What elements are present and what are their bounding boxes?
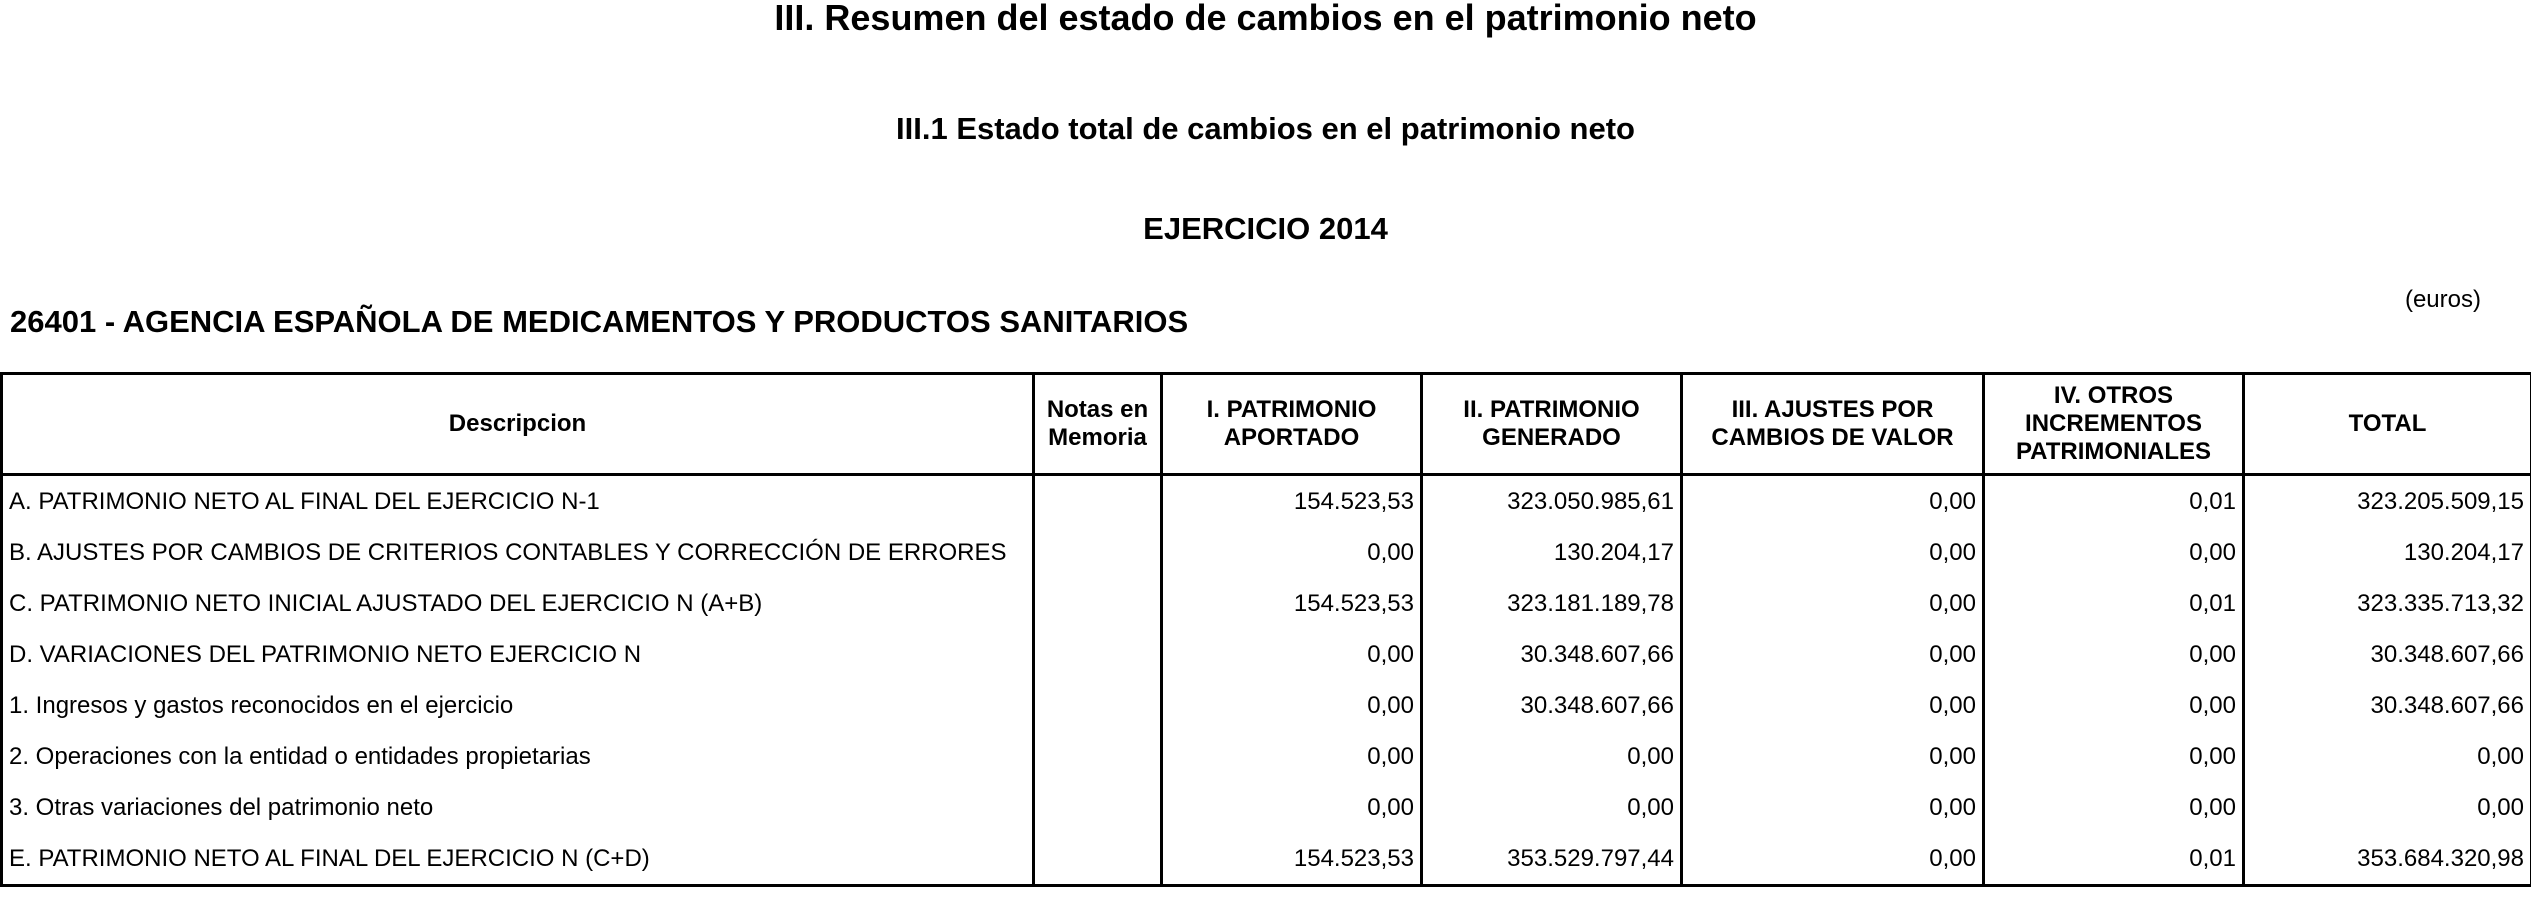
table-row bbox=[2, 578, 2531, 629]
cell-descripcion: 3. Otras variaciones del patrimonio neto bbox=[2, 782, 1034, 833]
cell-patrimonio-generado: 30.348.607,66 bbox=[1422, 629, 1682, 680]
cell-otros-incrementos: 0,01 bbox=[1984, 578, 2244, 629]
table-row bbox=[2, 475, 2531, 528]
cell-patrimonio-aportado: 0,00 bbox=[1162, 731, 1422, 782]
table-row bbox=[2, 731, 2531, 782]
cell-ajustes-valor: 0,00 bbox=[1682, 680, 1984, 731]
cell-total: 0,00 bbox=[2244, 782, 2531, 833]
cell-patrimonio-aportado: 154.523,53 bbox=[1162, 578, 1422, 629]
cell-otros-incrementos: 0,01 bbox=[1984, 475, 2244, 528]
units-label: (euros) bbox=[2404, 286, 2481, 313]
cell-ajustes-valor: 0,00 bbox=[1682, 527, 1984, 578]
cell-notas bbox=[1034, 731, 1162, 782]
column-header-total: TOTAL bbox=[2244, 374, 2531, 475]
cell-total: 30.348.607,66 bbox=[2244, 680, 2531, 731]
cell-descripcion: 1. Ingresos y gastos reconocidos en el ejercicio bbox=[2, 680, 1034, 731]
cell-patrimonio-generado: 0,00 bbox=[1422, 731, 1682, 782]
table-row bbox=[2, 833, 2531, 886]
cell-total: 353.684.320,98 bbox=[2244, 833, 2531, 886]
cell-descripcion: D. VARIACIONES DEL PATRIMONIO NETO EJERCICIO N bbox=[2, 629, 1034, 680]
page-title: III. Resumen del estado de cambios en el patrimonio neto bbox=[774, 0, 1757, 38]
cell-patrimonio-generado: 323.181.189,78 bbox=[1422, 578, 1682, 629]
cell-notas bbox=[1034, 833, 1162, 886]
cell-otros-incrementos: 0,01 bbox=[1984, 833, 2244, 886]
entity-name: 26401 - AGENCIA ESPAÑOLA DE MEDICAMENTOS Y PRODUCTOS SANITARIOS bbox=[10, 304, 1189, 339]
cell-patrimonio-generado: 0,00 bbox=[1422, 782, 1682, 833]
cell-notas bbox=[1034, 629, 1162, 680]
column-header-generado: II. PATRIMONIO GENERADO bbox=[1422, 374, 1682, 475]
page-subtitle: III.1 Estado total de cambios en el patrimonio neto bbox=[896, 111, 1635, 146]
cell-otros-incrementos: 0,00 bbox=[1984, 527, 2244, 578]
cell-notas bbox=[1034, 578, 1162, 629]
cell-ajustes-valor: 0,00 bbox=[1682, 475, 1984, 528]
cell-patrimonio-generado: 353.529.797,44 bbox=[1422, 833, 1682, 886]
cell-patrimonio-aportado: 0,00 bbox=[1162, 782, 1422, 833]
cell-patrimonio-aportado: 0,00 bbox=[1162, 629, 1422, 680]
cell-ajustes-valor: 0,00 bbox=[1682, 782, 1984, 833]
cell-otros-incrementos: 0,00 bbox=[1984, 782, 2244, 833]
cell-ajustes-valor: 0,00 bbox=[1682, 731, 1984, 782]
table-body bbox=[2, 475, 2531, 886]
table-row bbox=[2, 527, 2531, 578]
cell-descripcion: E. PATRIMONIO NETO AL FINAL DEL EJERCICIO N (C+D) bbox=[2, 833, 1034, 886]
table-header-row bbox=[2, 374, 2531, 475]
cell-descripcion: C. PATRIMONIO NETO INICIAL AJUSTADO DEL EJERCICIO N (A+B) bbox=[2, 578, 1034, 629]
cell-patrimonio-generado: 30.348.607,66 bbox=[1422, 680, 1682, 731]
cell-notas bbox=[1034, 527, 1162, 578]
fiscal-year: EJERCICIO 2014 bbox=[1143, 211, 1388, 246]
cell-total: 0,00 bbox=[2244, 731, 2531, 782]
cell-ajustes-valor: 0,00 bbox=[1682, 833, 1984, 886]
column-header-notas: Notas en Memoria bbox=[1034, 374, 1162, 475]
equity-changes-table bbox=[0, 372, 2531, 887]
cell-ajustes-valor: 0,00 bbox=[1682, 578, 1984, 629]
column-header-descripcion: Descripcion bbox=[2, 374, 1034, 475]
cell-total: 30.348.607,66 bbox=[2244, 629, 2531, 680]
cell-ajustes-valor: 0,00 bbox=[1682, 629, 1984, 680]
cell-otros-incrementos: 0,00 bbox=[1984, 680, 2244, 731]
cell-otros-incrementos: 0,00 bbox=[1984, 629, 2244, 680]
column-header-otros: IV. OTROS INCREMENTOS PATRIMONIALES bbox=[1984, 374, 2244, 475]
cell-notas bbox=[1034, 475, 1162, 528]
cell-patrimonio-generado: 130.204,17 bbox=[1422, 527, 1682, 578]
cell-otros-incrementos: 0,00 bbox=[1984, 731, 2244, 782]
cell-descripcion: 2. Operaciones con la entidad o entidades propietarias bbox=[2, 731, 1034, 782]
cell-notas bbox=[1034, 680, 1162, 731]
cell-descripcion: B. AJUSTES POR CAMBIOS DE CRITERIOS CONTABLES Y CORRECCIÓN DE ERRORES bbox=[2, 527, 1034, 578]
cell-patrimonio-aportado: 0,00 bbox=[1162, 680, 1422, 731]
cell-patrimonio-generado: 323.050.985,61 bbox=[1422, 475, 1682, 528]
cell-total: 323.335.713,32 bbox=[2244, 578, 2531, 629]
table-row bbox=[2, 782, 2531, 833]
column-header-ajustes: III. AJUSTES POR CAMBIOS DE VALOR bbox=[1682, 374, 1984, 475]
column-header-aportado: I. PATRIMONIO APORTADO bbox=[1162, 374, 1422, 475]
cell-patrimonio-aportado: 154.523,53 bbox=[1162, 833, 1422, 886]
cell-descripcion: A. PATRIMONIO NETO AL FINAL DEL EJERCICIO N-1 bbox=[2, 475, 1034, 528]
cell-notas bbox=[1034, 782, 1162, 833]
cell-total: 130.204,17 bbox=[2244, 527, 2531, 578]
cell-total: 323.205.509,15 bbox=[2244, 475, 2531, 528]
table-row bbox=[2, 629, 2531, 680]
cell-patrimonio-aportado: 0,00 bbox=[1162, 527, 1422, 578]
cell-patrimonio-aportado: 154.523,53 bbox=[1162, 475, 1422, 528]
table-row bbox=[2, 680, 2531, 731]
